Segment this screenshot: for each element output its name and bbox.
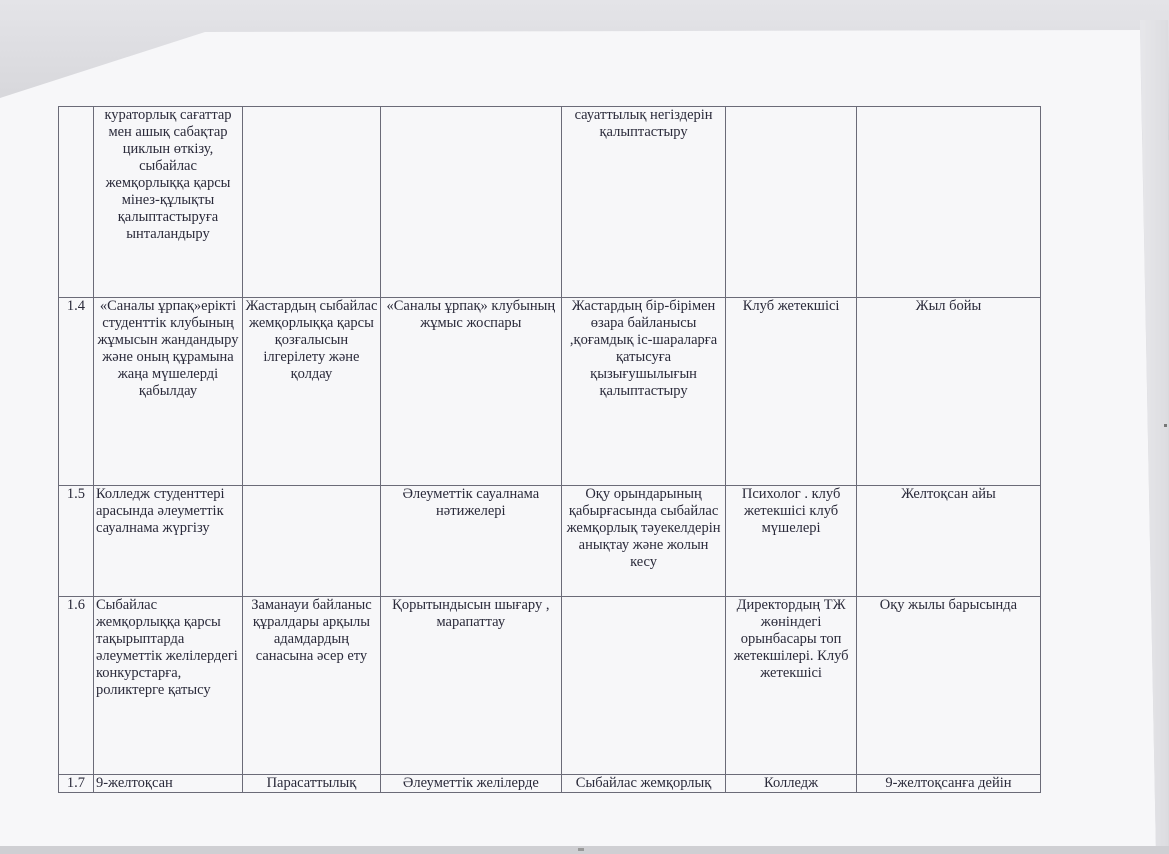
goal-cell: Заманауи байланыс құралдары арқылы адамдардың санасына әсер ету <box>243 597 381 775</box>
scan-bottom-edge <box>0 846 1169 854</box>
event-cell: Колледж студенттері арасында әлеуметтік сауалнама жүргізу <box>93 486 242 597</box>
responsible-cell: Директордың ТЖ жөніндегі орынбасары топ жетекшілері. Клуб жетекшісі <box>726 597 857 775</box>
form-cell: «Саналы ұрпақ» клубының жұмыс жоспары <box>380 298 561 486</box>
deadline-cell: Желтоқсан айы <box>856 486 1040 597</box>
form-cell: Әлеуметтік желілерде <box>380 775 561 793</box>
result-cell: сауаттылық негіздерін қалыптастыру <box>561 107 726 298</box>
row-number: 1.4 <box>59 298 94 486</box>
deadline-cell: Жыл бойы <box>856 298 1040 486</box>
event-cell: кураторлық сағаттар мен ашық сабақтар циклын өткізу, сыбайлас жемқорлыққа қарсы мінез-құлықты қалыптастыруға ынталандыру <box>93 107 242 298</box>
result-cell: Сыбайлас жемқорлық <box>561 775 726 793</box>
row-number: 1.5 <box>59 486 94 597</box>
deadline-cell: Оқу жылы барысында <box>856 597 1040 775</box>
table-row <box>59 107 1041 298</box>
goal-cell: Жастардың сыбайлас жемқорлыққа қарсы қозғалысын ілгерілету және қолдау <box>243 298 381 486</box>
deadline-cell <box>856 107 1040 298</box>
scan-speck <box>1164 424 1167 427</box>
deadline-cell: 9-желтоқсанға дейін <box>856 775 1040 793</box>
row-number: 1.7 <box>59 775 94 793</box>
table-row <box>59 597 1041 775</box>
event-cell: Сыбайлас жемқорлыққа қарсы тақырыптарда әлеуметтік желілердегі конкурстарға, роликтерге қатысу <box>93 597 242 775</box>
goal-cell: Парасаттылық <box>243 775 381 793</box>
result-cell <box>561 597 726 775</box>
goal-cell <box>243 107 381 298</box>
result-cell: Оқу орындарының қабырғасында сыбайлас жемқорлық тәуекелдерін анықтау және жолын кесу <box>561 486 726 597</box>
result-cell: Жастардың бір-бірімен өзара байланысы ,қоғамдық іс-шараларға қатысуға қызығушылығын қалыптастыру <box>561 298 726 486</box>
table-row <box>59 486 1041 597</box>
event-cell: 9-желтоқсан <box>93 775 242 793</box>
scan-mark <box>578 848 584 851</box>
row-number: 1.6 <box>59 597 94 775</box>
plan-table <box>58 106 1041 793</box>
responsible-cell: Клуб жетекшісі <box>726 298 857 486</box>
responsible-cell: Колледж <box>726 775 857 793</box>
form-cell: Қорытындысын шығару , марапаттау <box>380 597 561 775</box>
table-row <box>59 298 1041 486</box>
form-cell <box>380 107 561 298</box>
table-row <box>59 775 1041 793</box>
form-cell: Әлеуметтік сауалнама нәтижелері <box>380 486 561 597</box>
row-number <box>59 107 94 298</box>
event-cell: «Саналы ұрпақ»ерікті студенттік клубының жұмысын жандандыру және оның құрамына жаңа мүшелерді қабылдау <box>93 298 242 486</box>
responsible-cell <box>726 107 857 298</box>
goal-cell <box>243 486 381 597</box>
responsible-cell: Психолог . клуб жетекшісі клуб мүшелері <box>726 486 857 597</box>
